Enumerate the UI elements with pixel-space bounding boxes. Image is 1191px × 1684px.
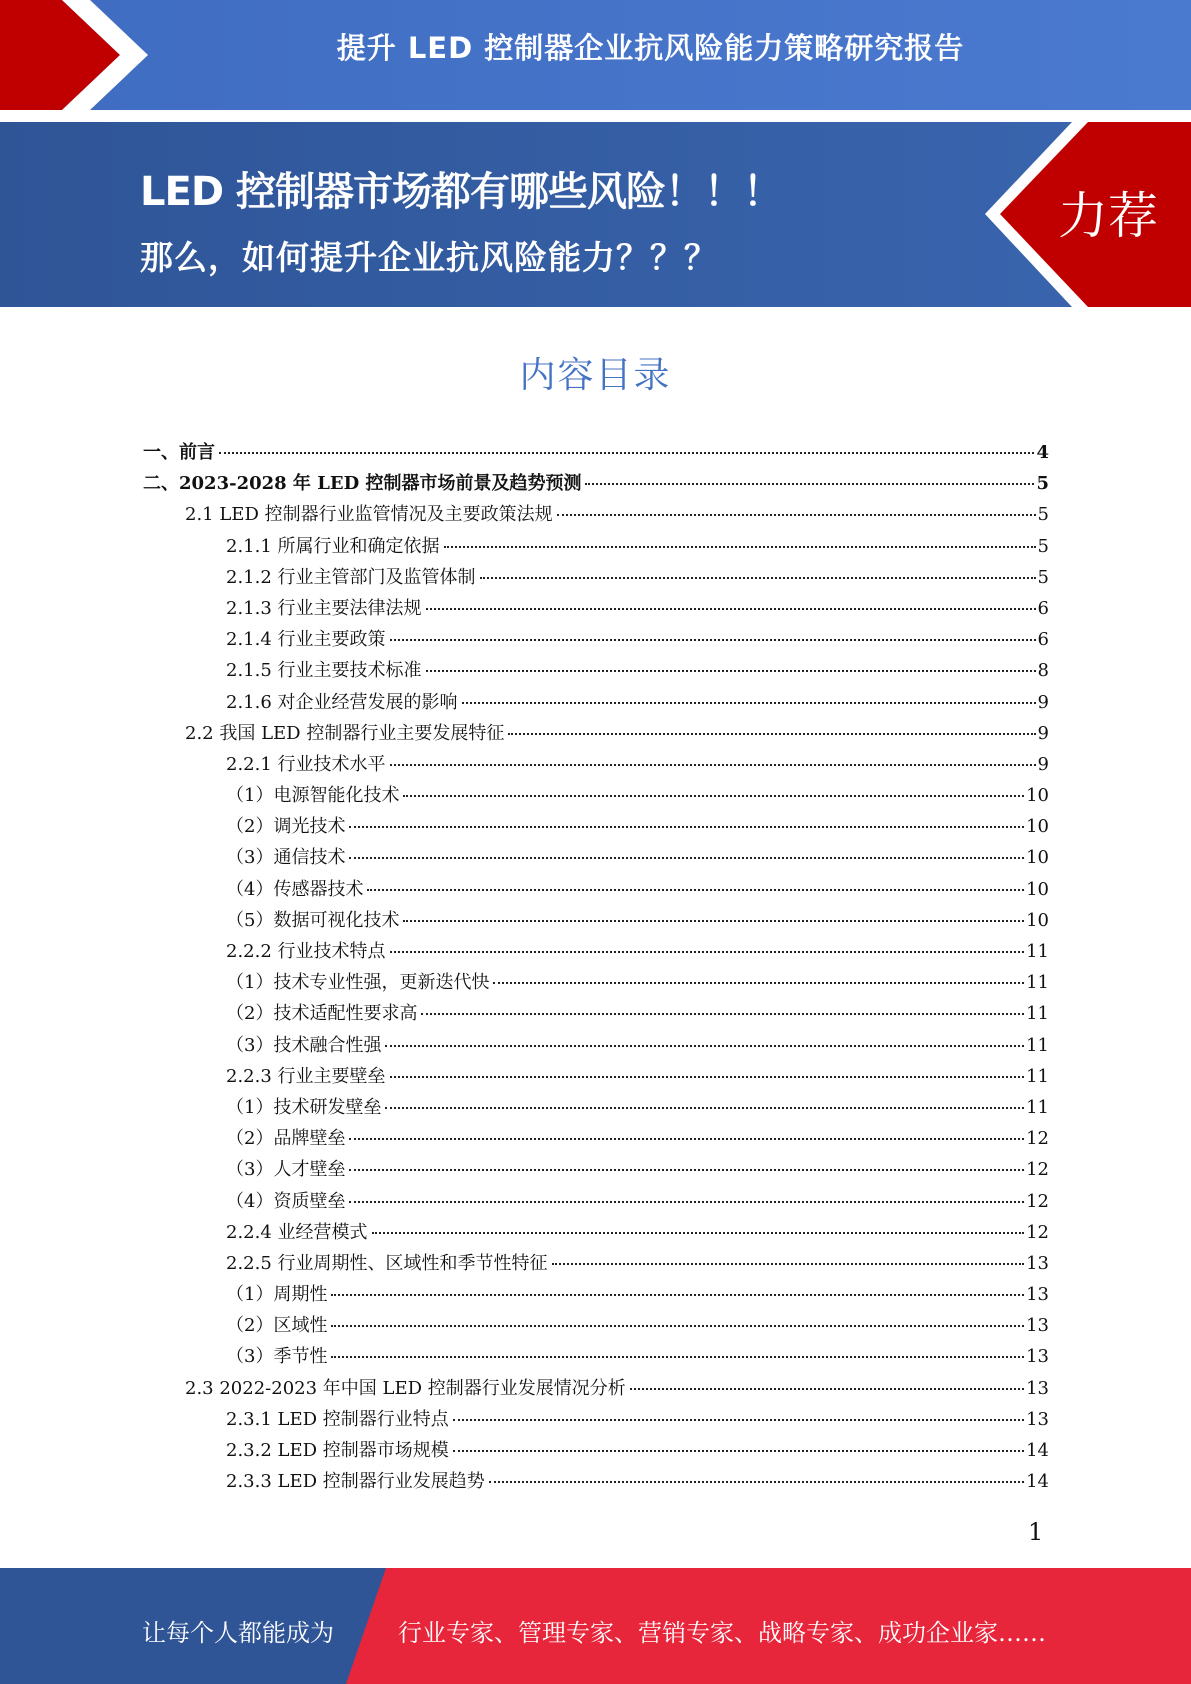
- toc-entry-page: 5: [1037, 535, 1049, 557]
- toc-dot-leader: [385, 1107, 1024, 1109]
- toc-entry-text: （3）通信技术: [226, 847, 346, 869]
- toc-dot-leader: [331, 1294, 1024, 1296]
- toc-dot-leader: [349, 1169, 1024, 1171]
- toc-entry-page: 13: [1026, 1284, 1049, 1306]
- toc-entry-page: 5: [1036, 473, 1049, 495]
- toc-entry-text: 2.1.4 行业主要政策: [226, 629, 386, 651]
- toc-entry-text: 2.1 LED 控制器行业监管情况及主要政策法规: [185, 504, 553, 526]
- toc-dot-leader: [372, 1232, 1025, 1234]
- hero-band: [0, 122, 1191, 307]
- toc-dot-leader: [367, 889, 1024, 891]
- toc-entry[interactable]: [143, 687, 1049, 718]
- footer-roles: 行业专家、管理专家、营销专家、战略专家、成功企业家……: [398, 1619, 1046, 1647]
- toc-dot-leader: [390, 639, 1036, 641]
- toc-dot-leader: [453, 1450, 1024, 1452]
- toc-entry-page: 13: [1026, 1377, 1049, 1399]
- report-title: 提升 LED 控制器企业抗风险能力策略研究报告: [336, 31, 965, 65]
- toc-entry-page: 5: [1037, 566, 1049, 588]
- toc-entry[interactable]: [143, 1186, 1049, 1217]
- toc-entry-page: 12: [1026, 1221, 1049, 1243]
- toc-entry-page: 10: [1026, 909, 1049, 931]
- toc-entry-page: 13: [1026, 1252, 1049, 1274]
- recommend-badge: 力荐: [1058, 187, 1158, 245]
- table-of-contents: [143, 437, 1049, 1497]
- toc-entry-page: 9: [1037, 691, 1049, 713]
- toc-entry-text: （4）资质壁垒: [226, 1190, 346, 1212]
- toc-entry[interactable]: [143, 1248, 1049, 1279]
- toc-dot-leader: [552, 1263, 1025, 1265]
- toc-entry[interactable]: [143, 1092, 1049, 1123]
- toc-entry[interactable]: [143, 1279, 1049, 1310]
- toc-entry-text: 2.3.3 LED 控制器行业发展趋势: [226, 1471, 485, 1493]
- toc-entry[interactable]: [143, 655, 1049, 686]
- toc-entry-page: 10: [1026, 878, 1049, 900]
- toc-dot-leader: [349, 857, 1024, 859]
- toc-entry[interactable]: [143, 468, 1049, 499]
- toc-dot-leader: [630, 1388, 1024, 1390]
- toc-entry-text: 一、前言: [143, 442, 215, 463]
- toc-entry[interactable]: [143, 998, 1049, 1029]
- toc-entry-text: （3）季节性: [226, 1346, 328, 1368]
- toc-dot-leader: [557, 514, 1036, 516]
- top-banner: [0, 0, 1191, 110]
- toc-entry-text: （3）技术融合性强: [226, 1034, 382, 1056]
- toc-entry-page: 10: [1026, 847, 1049, 869]
- toc-entry-text: 2.2.2 行业技术特点: [226, 941, 386, 962]
- toc-entry[interactable]: [143, 1373, 1049, 1404]
- toc-dot-leader: [421, 1013, 1024, 1015]
- toc-entry[interactable]: [143, 1435, 1049, 1466]
- toc-entry-text: 2.1.5 行业主要技术标准: [226, 660, 422, 682]
- toc-entry-page: 14: [1026, 1440, 1049, 1461]
- toc-dot-leader: [390, 764, 1036, 766]
- toc-entry[interactable]: [143, 1061, 1049, 1092]
- toc-dot-leader: [385, 1045, 1024, 1047]
- toc-entry[interactable]: [143, 936, 1049, 967]
- toc-entry-text: 2.3.1 LED 控制器行业特点: [226, 1408, 449, 1430]
- toc-entry-text: （5）数据可视化技术: [226, 909, 400, 931]
- footer-banner: [0, 1568, 1191, 1684]
- toc-dot-leader: [453, 1419, 1024, 1421]
- toc-entry-text: （1）技术专业性强，更新迭代快: [226, 972, 490, 994]
- toc-entry-text: 二、2023-2028 年 LED 控制器市场前景及趋势预测: [143, 473, 582, 495]
- page-number: 1: [1028, 1518, 1044, 1546]
- toc-entry-text: （3）人才壁垒: [226, 1159, 346, 1181]
- toc-dot-leader: [349, 826, 1024, 828]
- toc-entry-text: 2.2.3 行业主要壁垒: [226, 1065, 386, 1087]
- toc-entry[interactable]: [143, 531, 1049, 562]
- toc-entry[interactable]: [143, 905, 1049, 936]
- toc-dot-leader: [489, 1481, 1024, 1483]
- toc-entry-page: 10: [1026, 816, 1049, 838]
- toc-entry[interactable]: [143, 562, 1049, 593]
- toc-entry[interactable]: [143, 1030, 1049, 1061]
- toc-entry-page: 6: [1037, 597, 1049, 619]
- toc-entry[interactable]: [143, 718, 1049, 749]
- toc-entry[interactable]: [143, 1310, 1049, 1341]
- toc-dot-leader: [508, 733, 1035, 735]
- toc-entry[interactable]: [143, 1217, 1049, 1248]
- toc-entry[interactable]: [143, 499, 1049, 530]
- toc-entry-page: 6: [1037, 629, 1049, 651]
- toc-dot-leader: [403, 920, 1024, 922]
- toc-entry-page: 12: [1026, 1190, 1049, 1212]
- toc-entry-text: （2）区域性: [226, 1315, 328, 1337]
- toc-entry-text: 2.2.4 业经营模式: [226, 1221, 368, 1243]
- toc-entry[interactable]: [143, 1466, 1049, 1497]
- toc-entry-page: 12: [1026, 1128, 1049, 1150]
- toc-entry-text: 2.2.1 行业技术水平: [226, 753, 386, 775]
- toc-entry-page: 9: [1037, 753, 1049, 775]
- toc-entry[interactable]: [143, 967, 1049, 998]
- toc-dot-leader: [219, 452, 1034, 454]
- toc-entry-page: 9: [1037, 722, 1049, 744]
- toc-dot-leader: [462, 702, 1036, 704]
- toc-entry-page: 12: [1026, 1159, 1049, 1181]
- toc-entry-text: 2.1.2 行业主管部门及监管体制: [226, 566, 476, 588]
- toc-entry[interactable]: [143, 842, 1049, 873]
- toc-entry-page: 5: [1037, 504, 1049, 526]
- toc-entry-page: 14: [1026, 1471, 1049, 1493]
- toc-dot-leader: [390, 1076, 1025, 1078]
- toc-entry-text: 2.3 2022-2023 年中国 LED 控制器行业发展情况分析: [185, 1377, 626, 1399]
- toc-entry-text: 2.1.3 行业主要法律法规: [226, 597, 422, 619]
- toc-dot-leader: [585, 483, 1034, 485]
- toc-entry-text: （2）调光技术: [226, 816, 346, 838]
- toc-entry-page: 11: [1026, 972, 1049, 994]
- toc-entry-text: 2.2.5 行业周期性、区域性和季节性特征: [226, 1252, 548, 1274]
- toc-dot-leader: [331, 1325, 1024, 1327]
- toc-entry-page: 10: [1026, 785, 1049, 807]
- toc-title: 内容目录: [519, 355, 672, 396]
- toc-dot-leader: [349, 1138, 1024, 1140]
- toc-entry-page: 13: [1026, 1346, 1049, 1368]
- toc-dot-leader: [480, 577, 1036, 579]
- toc-dot-leader: [349, 1201, 1024, 1203]
- toc-entry-page: 11: [1026, 941, 1049, 962]
- toc-entry-page: 11: [1026, 1003, 1049, 1025]
- footer-slogan: 让每个人都能成为: [142, 1619, 334, 1647]
- toc-dot-leader: [426, 670, 1036, 672]
- toc-entry-text: 2.1.1 所属行业和确定依据: [226, 535, 440, 557]
- toc-entry[interactable]: [143, 1404, 1049, 1435]
- toc-entry-page: 11: [1026, 1065, 1049, 1087]
- toc-entry-page: 13: [1026, 1408, 1049, 1430]
- toc-entry-text: （1）技术研发壁垒: [226, 1096, 382, 1118]
- toc-entry[interactable]: [143, 780, 1049, 811]
- toc-entry-page: 11: [1026, 1096, 1049, 1118]
- toc-entry-text: （4）传感器技术: [226, 878, 364, 900]
- toc-entry-page: 8: [1037, 660, 1049, 682]
- toc-entry[interactable]: [143, 1341, 1049, 1372]
- toc-entry[interactable]: [143, 1154, 1049, 1185]
- toc-entry-page: 13: [1026, 1315, 1049, 1337]
- toc-dot-leader: [493, 982, 1024, 984]
- toc-dot-leader: [390, 951, 1025, 953]
- toc-dot-leader: [403, 795, 1024, 797]
- toc-entry-text: （2）品牌壁垒: [226, 1128, 346, 1150]
- toc-entry-text: （1）电源智能化技术: [226, 785, 400, 807]
- toc-entry[interactable]: [143, 1123, 1049, 1154]
- toc-entry-text: 2.3.2 LED 控制器市场规模: [226, 1440, 449, 1461]
- toc-entry-text: 2.2 我国 LED 控制器行业主要发展特征: [185, 722, 505, 744]
- toc-dot-leader: [426, 608, 1036, 610]
- toc-entry-page: 4: [1036, 442, 1049, 463]
- hero-headline: LED 控制器市场都有哪些风险！！！: [140, 169, 782, 215]
- toc-dot-leader: [444, 546, 1036, 548]
- toc-entry[interactable]: [143, 811, 1049, 842]
- toc-entry[interactable]: [143, 437, 1049, 468]
- toc-entry-text: 2.1.6 对企业经营发展的影响: [226, 691, 458, 713]
- toc-entry-text: （1）周期性: [226, 1284, 328, 1306]
- toc-dot-leader: [331, 1356, 1024, 1358]
- toc-entry[interactable]: [143, 874, 1049, 905]
- hero-subheadline: 那么，如何提升企业抗风险能力？？？: [140, 238, 718, 277]
- toc-entry[interactable]: [143, 749, 1049, 780]
- toc-entry-page: 11: [1026, 1034, 1049, 1056]
- toc-entry[interactable]: [143, 624, 1049, 655]
- toc-entry-text: （2）技术适配性要求高: [226, 1003, 418, 1025]
- toc-entry[interactable]: [143, 593, 1049, 624]
